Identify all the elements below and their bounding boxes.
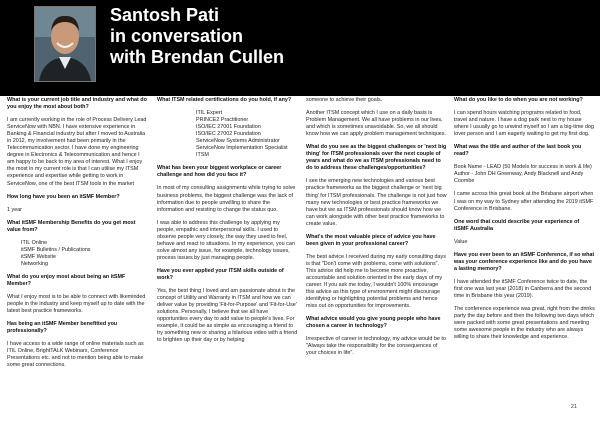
answer-paragraph: Irrespective of career in technology, my advice would be to "Always take the responsibility for the consequences of your choices in life". [306, 336, 446, 357]
portrait-image [35, 7, 95, 81]
answer-paragraph: I am currently working in the role of Process Delivery Lead ServiceNow with NBN. I have extensive experience in Banking & Financial industry but after I moved to Australia in 2012, my involvement had been primarily in the Telecommunication sector. I have done my engineering degree in Electronics & Telecommunication and hence I am happy to be back to my area of interest. What I enjoy the most in my current role is that I can utilise my ITSM experience and expertise while getting to work in ServiceNow, one of the best ITSM tools in the market [7, 117, 147, 187]
answer-paragraph: I was able to address this challenge by applying my people, empathic and interpersonal skills. I used to observe people very closely, the way they used to feel, behave and react to situations. In my experience, you can solve almost any issue, for example, technology issues, process issues by just managing people. [157, 219, 295, 261]
list-item: ServiceNow Systems Administrator [196, 138, 280, 145]
title-line: Santosh Pati [110, 5, 220, 25]
text-column-3 [306, 97, 447, 363]
text-column-1 [7, 97, 148, 375]
answer-paragraph: Value [454, 238, 468, 245]
answer-paragraph: someone to achieve their goals. [306, 97, 383, 103]
list-item: Networking [21, 260, 48, 267]
interview-question: What advice would you give young people who have chosen a career in technology? [306, 316, 441, 330]
interview-question: Have you ever applied your ITSM skills outside of work? [157, 267, 284, 281]
list-item: itSMF Website [21, 253, 56, 260]
interview-question: What do you see as the biggest challenges or 'next big thing' for ITSM professionals over the next couple of years and what do we as ITSM professionals need to do to address these challenges/opportunities? [306, 144, 447, 172]
answer-paragraph: What I enjoy most is to be able to connect with likeminded people in the industry and keep myself up to date with the latest best practice frameworks. [7, 294, 146, 315]
page-number: 21 [570, 404, 577, 410]
text-column-2 [157, 97, 298, 350]
interview-question: What was the title and author of the last book you read? [454, 144, 582, 158]
answer-paragraph: In most of my consulting assignments while trying to solve business problems, the biggest challenge was the lack of information due to people unwilling to share the information and resisting to change the status quo. [157, 185, 296, 213]
answer-paragraph: I see the emerging new technologies and various best practice frameworks as the biggest challenge or 'next big thing' for ITSM professionals. The challenge is not just how many new technologies or best practice frameworks we have but we as ITSM professionals should know how we can work alongside with other best practice frameworks to create value. [306, 178, 447, 227]
text-column-4 [454, 97, 595, 347]
list-item: ITIL Expert [196, 110, 223, 117]
article-header [0, 0, 600, 96]
list-item: ISO/IEC 27002 Foundation [196, 131, 261, 138]
interview-question: How long have you been an itSMF Member? [7, 193, 120, 200]
list-item: ServiceNow Implementation Specialist ITSM [196, 145, 288, 159]
answer-paragraph: I can spend hours watching programs related to food, travel and nature. I have a dog park next to my house where I usually go to unwind myself so I am a big-time dog lover person and I am eagerly waiting to get my first dog. [454, 110, 594, 138]
list-item: ITIL Online [21, 239, 48, 246]
interview-question: What's the most valuable piece of advice you have been given in your professional career? [306, 233, 436, 247]
interview-question: What itSMF Membership Benefits do you get most value from? [7, 219, 136, 233]
answer-paragraph: Yes, the best thing I loved and am passionate about is the concept of Utility and Warranty in ITSM and how we can deliver value by providing 'Fit-for-Purpose' and 'Fit-for-Use' solutions. Personally, I believe that we all have opportunities every day to add value to people's lives. For example, it could be as simple as encouraging a friend to try something new or sharing a hilarious video with a friend to brighten up their day or by helping [157, 288, 298, 344]
list-item: ISO/IEC 27001 Foundation [196, 124, 261, 131]
answer-paragraph: Book Name - LEAD (50 Models for success in work & life) Author - John DH Greenway, Andy Blacknell and Andy Coombe [454, 164, 592, 185]
answer-paragraph: The best advice I received during my early consulting days is that "Don't come with problems, come with solutions". This advice did help me to become more proactive, accountable and solution oriented in the early days of my career. If you ask me today, I wouldn't 100% encourage this advice as this type of environment might discourage identifying or highlighting potential problems and hence miss out on opportunities for improvements. [306, 253, 446, 310]
interview-question: What is your current job title and industry and what do you enjoy the most about both? [7, 97, 147, 111]
title-line: in conversation [110, 26, 244, 46]
article-title [110, 5, 284, 68]
interview-question: What do you like to do when you are not working? [454, 97, 583, 103]
interview-question: Have you ever been to an itSMF Conference, if so what was your conference experience like and do you have a lasting memory? [454, 251, 595, 272]
list-item: itSMF Bulletins / Publications [21, 246, 91, 253]
interview-question: What do you enjoy most about being an itSMF Member? [7, 273, 126, 287]
answer-paragraph: Another ITSM concept which I use on a daily basis is Problem Management. We all have problems in our lives, and which is sometimes unavoidable. So, we all should know how we can apply problem management techniques. [306, 110, 446, 138]
answer-paragraph: I came across this great book at the Brisbane airport when I was on my way to Sydney after attending the 2019 itSMF Conference in Brisbane. [454, 191, 594, 212]
answer-paragraph: 1 year [7, 206, 22, 213]
title-line: with Brendan Cullen [110, 47, 285, 67]
interview-question: Has being an itSMF Member benefitted you professionally? [7, 321, 118, 335]
list-item: PRINCE2 Practitioner [196, 117, 249, 124]
answer-paragraph: The conference experience was great, right from the drinks party the day before and then the following two days which were packed with some great presentations and meeting some awesome people in the industry who are always willing to share their knowledge and experience. [454, 306, 595, 341]
bullet-list [7, 240, 148, 268]
interview-question: What ITSM related certifications do you hold, if any? [157, 97, 292, 103]
bullet-list [157, 110, 298, 159]
answer-paragraph: I have attended the itSMF Conference twice to date, the first one was last year (2018) in Canberra and the second time in Brisbane this year (2019). [454, 278, 592, 299]
interview-question: What has been your biggest workplace or career challenge and how did you face it? [157, 165, 282, 179]
answer-paragraph: I have access to a wide range of online materials such as ITIL Online, BrightTALK Webinars, Conference Presentations etc. and not to mention being able to make some great connections. [7, 341, 144, 369]
interview-question: One word that could describe your experience of itSMF Australia [454, 218, 580, 232]
author-photo [34, 6, 96, 82]
